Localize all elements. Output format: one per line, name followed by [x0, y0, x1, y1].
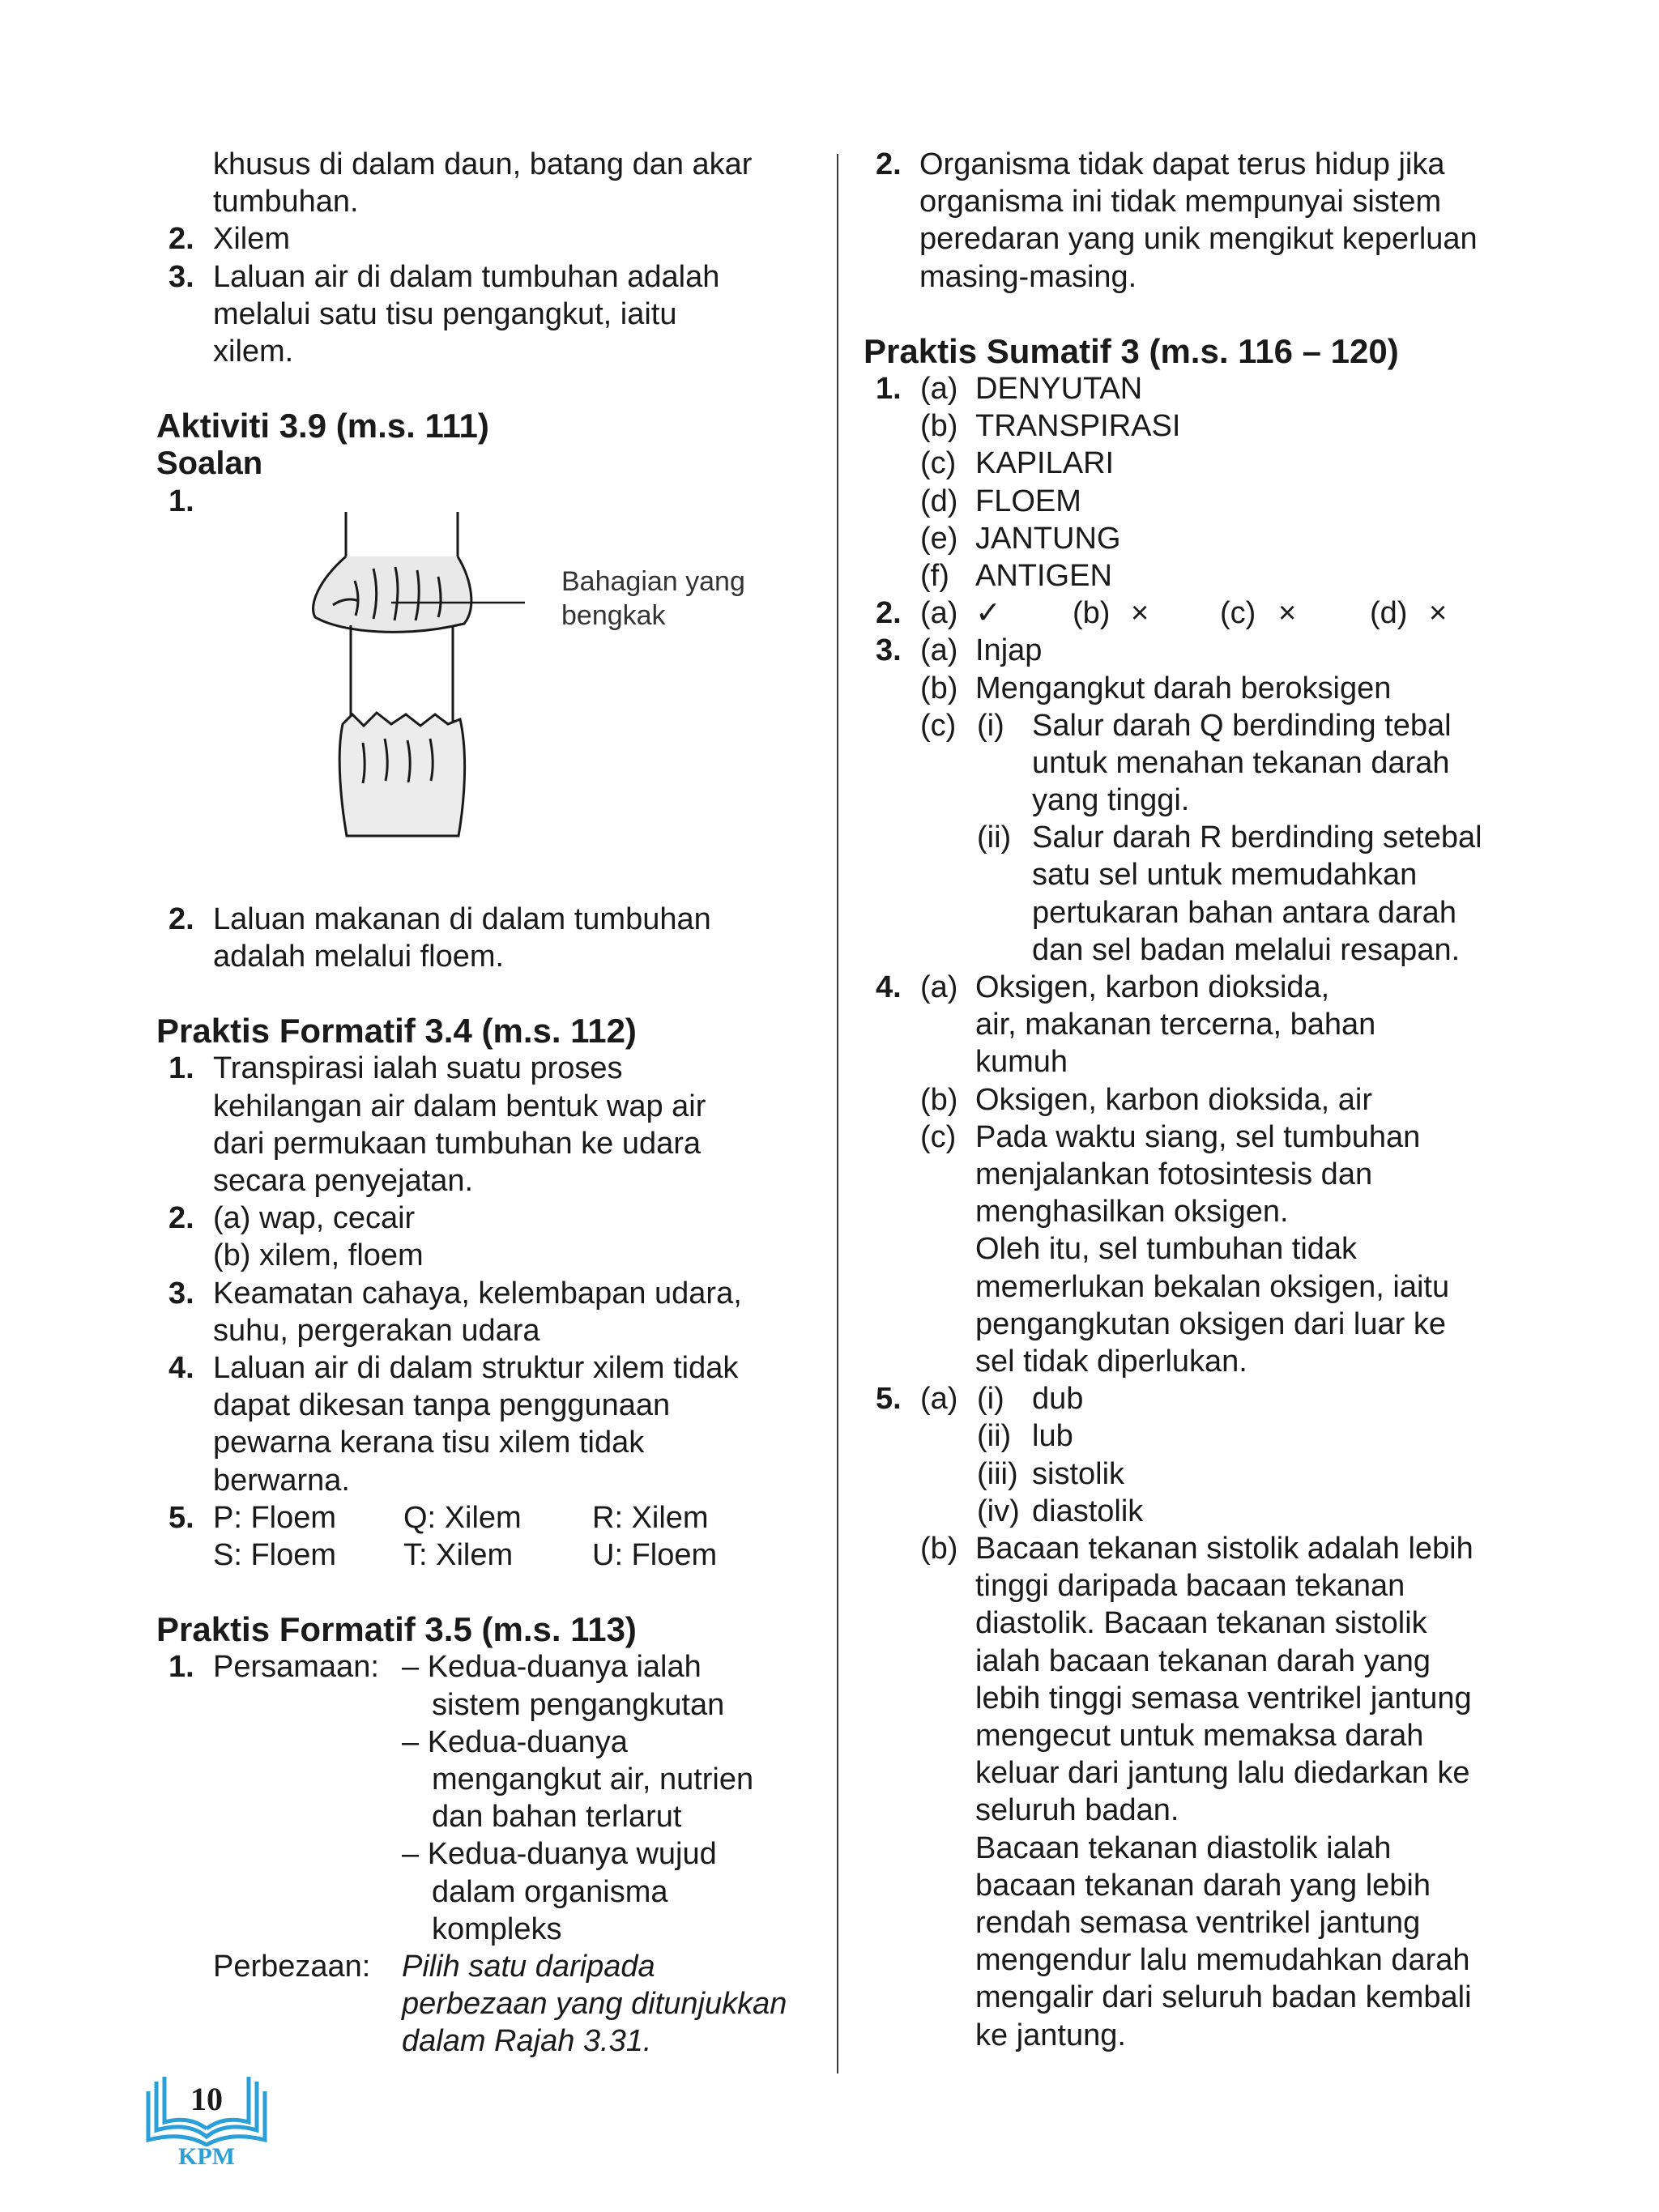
sub-label: (b): [920, 1082, 958, 1117]
point-text: sistem pengangkutan: [432, 1687, 725, 1722]
check-mark-icon: ✓: [975, 596, 1001, 631]
item-text: Keamatan cahaya, kelembapan udara,: [213, 1276, 742, 1311]
answer-cell: Q: Xilem: [403, 1500, 522, 1535]
text-line: air, makanan tercerna, bahan: [975, 1008, 1376, 1042]
item-text: Organisma tidak dapat terus hidup jika: [919, 147, 1445, 181]
item-text: Laluan air di dalam struktur xilem tidak: [213, 1351, 739, 1386]
list-item: [156, 258, 821, 296]
answer-text: Mengangkut darah beroksigen: [975, 671, 1392, 705]
item-text: Xilem: [213, 222, 291, 257]
item-number: 1.: [168, 484, 194, 518]
item-number: 5.: [876, 1382, 902, 1417]
text-line: memerlukan bekalan oksigen, iaitu: [975, 1269, 1450, 1304]
text-line: peredaran yang unik mengikut keperluan: [919, 222, 1478, 257]
list-item: [864, 407, 1512, 445]
brand-text: KPM: [178, 2143, 235, 2170]
point-text: dalam organisma: [432, 1874, 668, 1909]
item-number: 4.: [876, 970, 902, 1005]
point-text: dalam Rajah 3.31.: [402, 2024, 652, 2059]
item-number: 2.: [876, 596, 902, 631]
sub-label: (a): [920, 372, 958, 407]
list-item: [156, 1275, 821, 1312]
answer-text: dub: [1032, 1382, 1084, 1417]
text-line: ialah bacaan tekanan darah yang: [975, 1643, 1431, 1678]
item-text: Laluan makanan di dalam tumbuhan: [213, 901, 711, 936]
sub-label: (c): [920, 1119, 957, 1154]
list-item: [864, 483, 1512, 520]
list-item: [864, 1119, 1512, 1156]
sub-label: (c): [920, 708, 957, 743]
list-item: [864, 1455, 1512, 1493]
item-text: Laluan air di dalam tumbuhan adalah: [213, 259, 720, 294]
list-item: [156, 220, 821, 258]
sub-label: (a): [920, 596, 958, 631]
item-text: Transpirasi ialah suatu proses: [213, 1051, 623, 1086]
sub-label: (c): [920, 446, 957, 481]
sub-label: (a): [920, 970, 958, 1005]
list-item: [156, 1200, 821, 1237]
item-number: 2.: [876, 147, 902, 181]
text-line: mengalir dari seluruh badan kembali: [975, 1980, 1472, 2015]
list-item: [864, 670, 1512, 707]
text-line: menghasilkan oksigen.: [975, 1195, 1289, 1230]
text-line: melalui satu tisu pengangkut, iaitu: [213, 296, 677, 331]
text-line: rendah semasa ventrikel jantung: [975, 1906, 1421, 1941]
list-item: [864, 632, 1512, 669]
text-line: ke jantung.: [975, 2018, 1126, 2052]
text-line: tumbuhan.: [213, 185, 359, 219]
kpm-logo: [142, 2073, 271, 2171]
list-item: [156, 1050, 821, 1087]
text-line: dapat dikesan tanpa penggunaan: [213, 1388, 671, 1423]
sub-label: (b): [920, 1532, 958, 1566]
text-line: masing-masing.: [919, 259, 1137, 294]
list-item: [156, 901, 821, 938]
text-line: mengendur lalu memudahkan darah: [975, 1943, 1470, 1978]
text-line: seluruh badan.: [975, 1793, 1179, 1828]
point-text: – Kedua-duanya wujud: [402, 1837, 717, 1872]
text-line: Bacaan tekanan diastolik ialah: [975, 1831, 1392, 1865]
answer-cell: S: Floem: [213, 1538, 337, 1573]
text-line: pertukaran bahan antara darah: [1032, 895, 1456, 930]
list-item: [864, 969, 1512, 1006]
cross-mark-icon: ×: [1278, 596, 1297, 631]
answer-text: DENYUTAN: [975, 372, 1143, 407]
answer-text: Salur darah Q berdinding tebal: [1032, 708, 1452, 743]
text-line: Oleh itu, sel tumbuhan tidak: [975, 1232, 1358, 1267]
text-line: menjalankan fotosintesis dan: [975, 1157, 1373, 1192]
sub-label: (a): [920, 633, 958, 668]
sub-label: (i): [977, 708, 1004, 743]
answer-text: diastolik: [1032, 1494, 1144, 1528]
list-item: [156, 1499, 821, 1536]
list-item: [864, 146, 1512, 183]
answer-cell: R: Xilem: [592, 1500, 709, 1535]
text-line: sel tidak diperlukan.: [975, 1345, 1247, 1379]
sub-label: (f): [920, 558, 949, 593]
text-line: mengecut untuk memaksa darah: [975, 1719, 1424, 1754]
sub-label: (a): [920, 1382, 958, 1417]
text-line: dan sel badan melalui resapan.: [1032, 932, 1461, 967]
text-line: tinggi daripada bacaan tekanan: [975, 1569, 1405, 1604]
list-item: [864, 1081, 1512, 1119]
text-line: yang tinggi.: [1032, 783, 1190, 818]
sub-label: (iii): [977, 1456, 1018, 1491]
item-number: 1.: [168, 1051, 194, 1086]
answer-text: Injap: [975, 633, 1043, 668]
answer-text: KAPILARI: [975, 446, 1115, 481]
point-text: – Kedua-duanya: [402, 1724, 628, 1759]
answer-text: sistolik: [1032, 1456, 1125, 1491]
sub-label: (iv): [977, 1494, 1020, 1528]
item-number: 4.: [168, 1351, 194, 1386]
answer-text: TRANSPIRASI: [975, 409, 1181, 444]
section-heading: Praktis Formatif 3.5 (m.s. 113): [156, 1610, 637, 1649]
item-number: 3.: [876, 633, 902, 668]
text-line: satu sel untuk memudahkan: [1032, 858, 1418, 893]
answer-text: lub: [1032, 1419, 1073, 1454]
item-number: 2.: [168, 222, 194, 257]
answer-text: Pada waktu siang, sel tumbuhan: [975, 1119, 1421, 1154]
list-item: [864, 520, 1512, 557]
list-item: [864, 1417, 1512, 1455]
persamaan-label: Persamaan:: [213, 1650, 379, 1685]
list-item: [864, 1380, 1512, 1417]
cross-mark-icon: ×: [1131, 596, 1149, 631]
cross-mark-icon: ×: [1429, 596, 1448, 631]
answer-text: Oksigen, karbon dioksida,: [975, 970, 1330, 1005]
list-item: [156, 1536, 821, 1574]
sub-label: (d): [920, 484, 958, 518]
text-line: keluar dari jantung lalu diedarkan ke: [975, 1756, 1470, 1791]
answer-cell: U: Floem: [592, 1538, 718, 1573]
perbezaan-label: Perbezaan:: [213, 1950, 371, 1984]
left-column: [156, 146, 821, 2061]
answer-text: FLOEM: [975, 484, 1081, 518]
item-number: 1.: [168, 1650, 194, 1685]
text-line: berwarna.: [213, 1463, 350, 1498]
item-number: 3.: [168, 1276, 194, 1311]
sub-label: (ii): [977, 1419, 1012, 1454]
list-item: [864, 595, 1512, 632]
list-item: [156, 1948, 821, 1985]
text-line: adalah melalui floem.: [213, 940, 505, 974]
sub-label: (b): [1073, 596, 1111, 631]
answer-text: ANTIGEN: [975, 558, 1112, 593]
text-line: dari permukaan tumbuhan ke udara: [213, 1126, 702, 1161]
section-heading: Aktiviti 3.9 (m.s. 111): [156, 407, 489, 445]
text-line: pewarna kerana tisu xilem tidak: [213, 1426, 645, 1460]
answer-text: Oksigen, karbon dioksida, air: [975, 1082, 1373, 1117]
sub-label: (d): [1370, 596, 1408, 631]
plant-stem-figure: [156, 520, 821, 901]
item-number: 1.: [876, 372, 902, 407]
text-line: (b) xilem, floem: [213, 1238, 424, 1273]
text-line: untuk menahan tekanan darah: [1032, 745, 1450, 780]
sub-label: (e): [920, 521, 958, 556]
section-heading: Praktis Formatif 3.4 (m.s. 112): [156, 1012, 637, 1051]
page-number: 10: [190, 2081, 223, 2117]
section-heading: Praktis Sumatif 3 (m.s. 116 – 120): [864, 331, 1399, 370]
item-number: 2.: [168, 1201, 194, 1236]
text-line: diastolik. Bacaan tekanan sistolik: [975, 1606, 1427, 1641]
list-item: [156, 1349, 821, 1387]
point-text: dan bahan terlarut: [432, 1800, 682, 1835]
list-item: [864, 1493, 1512, 1530]
text-line: secara penyejatan.: [213, 1164, 474, 1199]
list-item: [864, 707, 1512, 744]
right-column: [864, 146, 1512, 2054]
text-line: lebih tinggi semasa ventrikel jantung: [975, 1681, 1472, 1715]
text-line: xilem.: [213, 335, 294, 369]
list-item: [156, 1648, 821, 1686]
item-text: (a) wap, cecair: [213, 1201, 416, 1236]
text-line: bacaan tekanan darah yang lebih: [975, 1868, 1431, 1903]
point-text: kompleks: [432, 1912, 562, 1946]
text-line: organisma ini tidak mempunyai sistem: [919, 185, 1442, 219]
answer-cell: P: Floem: [213, 1500, 337, 1535]
item-number: 3.: [168, 259, 194, 294]
list-item: [864, 557, 1512, 595]
list-item: [864, 819, 1512, 856]
text-line: kumuh: [975, 1045, 1068, 1080]
sub-label: (c): [1220, 596, 1256, 631]
sub-label: (i): [977, 1382, 1004, 1417]
item-number: 2.: [168, 901, 194, 936]
text-line: pengangkutan oksigen dari luar ke: [975, 1306, 1446, 1341]
sub-label: (ii): [977, 820, 1012, 855]
answer-cell: T: Xilem: [403, 1538, 514, 1573]
point-text: – Kedua-duanya ialah: [402, 1650, 702, 1685]
text-line: suhu, pergerakan udara: [213, 1313, 540, 1348]
sub-label: (b): [920, 671, 958, 705]
point-text: mengangkut air, nutrien: [432, 1762, 754, 1797]
point-text: perbezaan yang ditunjukkan: [402, 1987, 787, 2022]
point-text: Pilih satu daripada: [402, 1950, 655, 1984]
answer-text: JANTUNG: [975, 521, 1121, 556]
answer-text: Bacaan tekanan sistolik adalah lebih: [975, 1532, 1473, 1566]
text-line: khusus di dalam daun, batang dan akar: [213, 147, 753, 181]
sub-label: (b): [920, 409, 958, 444]
list-item: [864, 445, 1512, 482]
figure-label: Bahagian yang bengkak: [561, 565, 745, 631]
section-subheading: Soalan: [156, 445, 263, 482]
item-number: 5.: [168, 1500, 194, 1535]
list-item: [864, 370, 1512, 407]
text-line: kehilangan air dalam bentuk wap air: [213, 1089, 706, 1123]
answer-text: Salur darah R berdinding setebal: [1032, 820, 1482, 855]
list-item: [864, 1530, 1512, 1567]
column-divider: [837, 154, 838, 2073]
